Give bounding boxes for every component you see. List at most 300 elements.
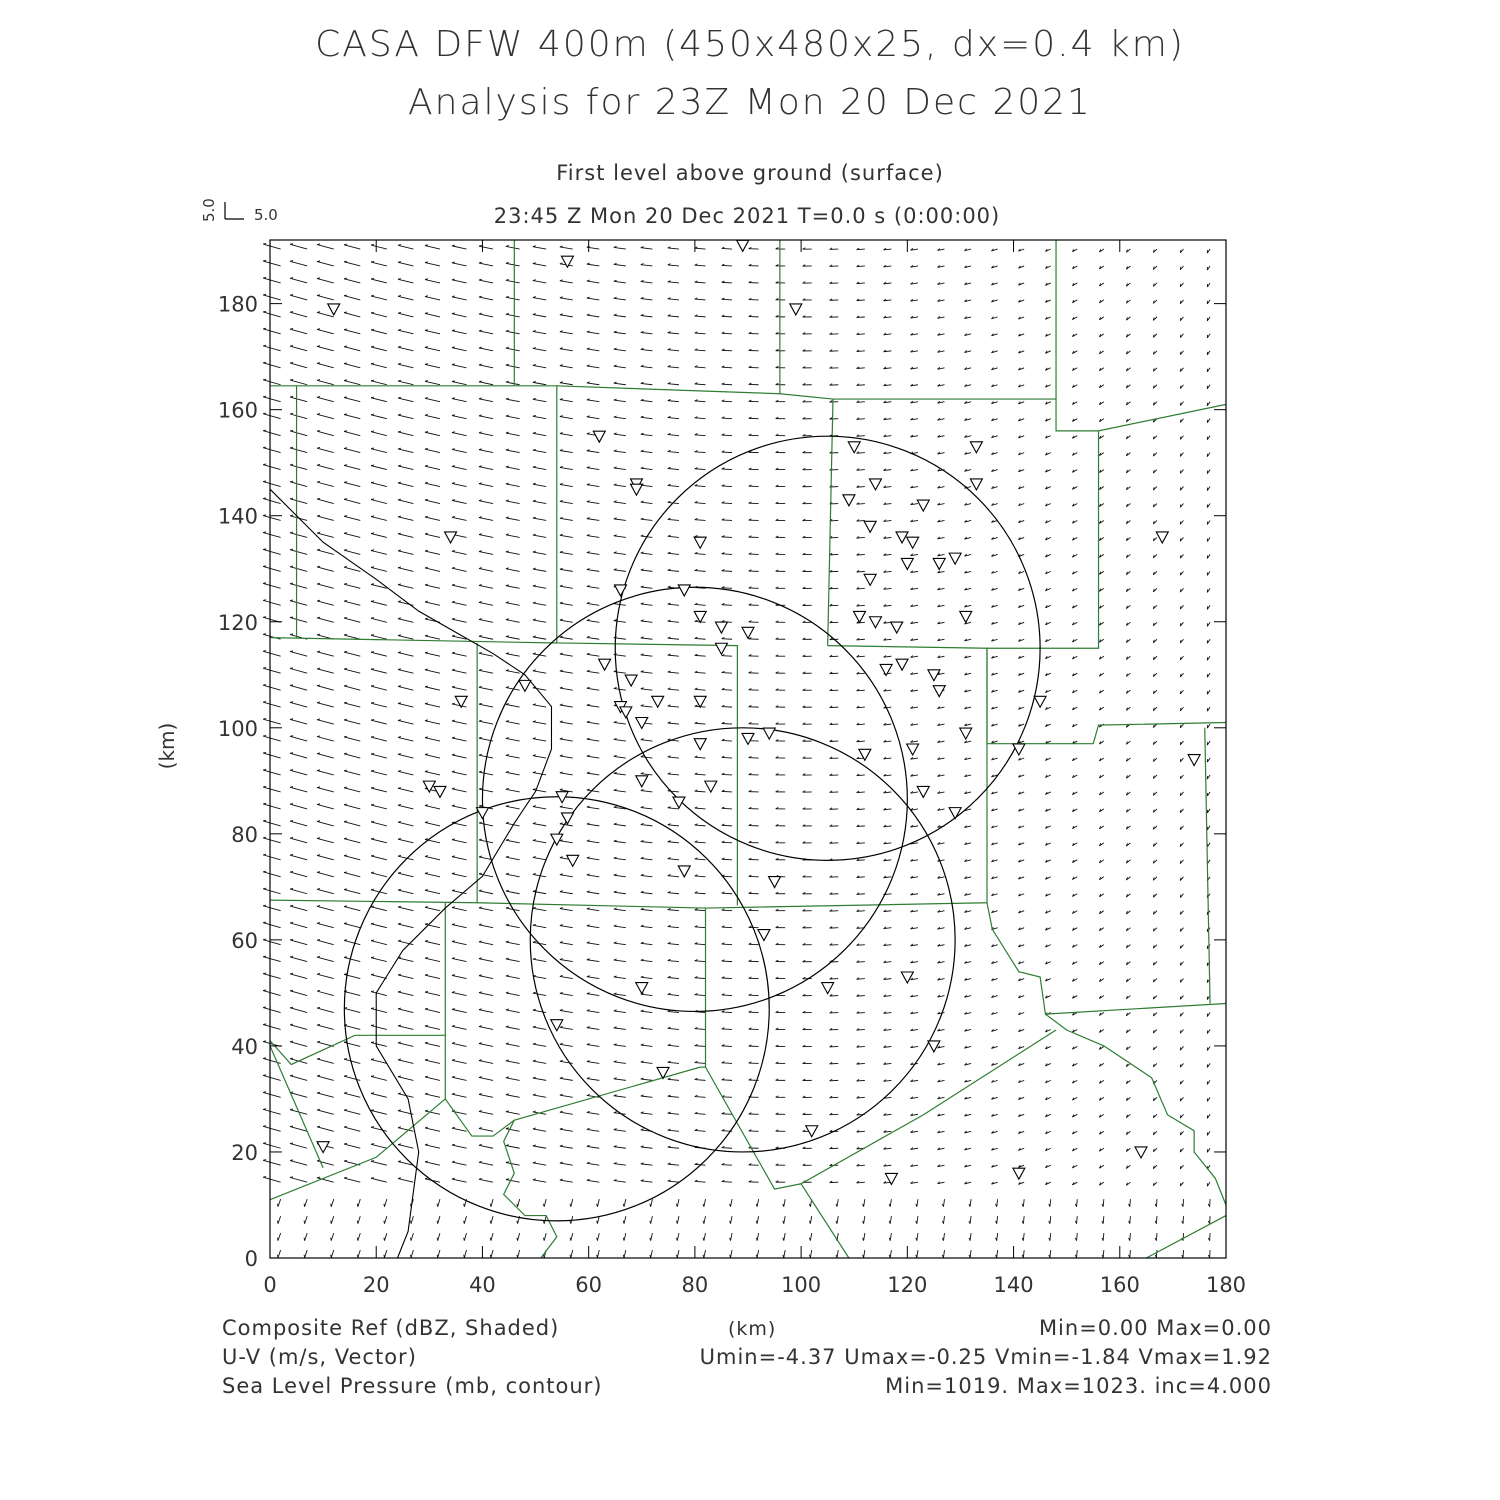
- wind-vector: [263, 482, 280, 487]
- wind-vector-head: [371, 601, 374, 602]
- wind-vector: [479, 942, 493, 945]
- wind-vector: [668, 672, 679, 673]
- wind-vector: [263, 312, 280, 317]
- wind-vector: [263, 804, 280, 809]
- wind-vector: [344, 805, 360, 809]
- wind-vector-head: [344, 261, 347, 262]
- wind-vector-head: [587, 840, 590, 841]
- wind-vector-head: [290, 990, 293, 991]
- station-markers: [317, 240, 1200, 1184]
- wind-vector: [641, 706, 653, 707]
- wind-vector: [263, 499, 280, 504]
- wind-vector: [722, 910, 732, 911]
- wind-vector: [425, 568, 440, 571]
- wind-vector: [452, 789, 467, 792]
- wind-vector-head: [317, 719, 320, 720]
- wind-vector-head: [317, 498, 320, 499]
- wind-vector: [641, 1164, 653, 1165]
- station-marker: [822, 983, 834, 994]
- wind-vector: [452, 721, 467, 724]
- wind-vector-head: [425, 805, 428, 806]
- wind-vector-head: [730, 1255, 731, 1258]
- wind-vector: [425, 1094, 440, 1097]
- wind-vector: [614, 1045, 626, 1047]
- wind-vector-head: [506, 839, 509, 840]
- wind-vector-head: [543, 1221, 544, 1224]
- wind-vector-head: [357, 1238, 358, 1241]
- wind-vector-head: [371, 363, 374, 364]
- wind-vector: [479, 704, 493, 707]
- wind-vector-head: [479, 262, 482, 263]
- wind-vector-head: [479, 449, 482, 450]
- wind-vector: [668, 638, 679, 639]
- wind-vector-head: [371, 991, 374, 992]
- wind-vector: [917, 1233, 918, 1241]
- wind-vector-head: [479, 585, 482, 586]
- wind-vector-head: [425, 1178, 428, 1179]
- wind-vector: [864, 1250, 865, 1258]
- wind-vector-head: [506, 432, 509, 433]
- wind-vector: [668, 1062, 679, 1063]
- wind-vector-head: [1180, 589, 1181, 592]
- wind-vector-head: [533, 364, 536, 365]
- wind-vector-head: [331, 1221, 332, 1224]
- wind-vector: [263, 1092, 280, 1097]
- wind-vector: [506, 331, 520, 334]
- wind-vector: [533, 807, 546, 809]
- wind-vector-head: [570, 1204, 571, 1207]
- wind-vector: [668, 944, 679, 945]
- wind-vector: [587, 603, 599, 605]
- wind-vector-head: [614, 789, 617, 790]
- wind-vector: [587, 1079, 599, 1081]
- wind-vector: [614, 621, 626, 623]
- wind-vector: [641, 1062, 653, 1063]
- wind-vector-head: [452, 771, 455, 772]
- wind-vector-head: [371, 618, 374, 619]
- wind-vector: [290, 346, 307, 351]
- wind-vector: [278, 1199, 281, 1207]
- wind-vector-head: [1180, 793, 1181, 796]
- x-tick-label: 40: [469, 1273, 496, 1297]
- wind-vector: [317, 448, 334, 452]
- wind-vector: [641, 485, 653, 486]
- wind-vector: [398, 992, 413, 996]
- wind-vector-head: [676, 1204, 677, 1207]
- wind-vector: [695, 604, 706, 605]
- wind-vector: [668, 570, 679, 571]
- wind-vector: [695, 452, 706, 453]
- wind-vector: [290, 872, 307, 877]
- wind-vector-head: [587, 806, 590, 807]
- wind-vector-head: [317, 346, 320, 347]
- wind-vector: [668, 418, 679, 419]
- wind-vector-head: [425, 533, 428, 534]
- wind-vector: [695, 961, 706, 962]
- wind-vector: [533, 298, 546, 300]
- wind-vector: [560, 349, 573, 351]
- wind-vector: [641, 349, 653, 350]
- wind-vector: [344, 924, 360, 928]
- wind-vector-head: [533, 517, 536, 518]
- wind-vector: [641, 1011, 653, 1012]
- wind-vector-head: [344, 295, 347, 296]
- wind-vector-head: [506, 466, 509, 467]
- station-marker: [455, 696, 467, 707]
- wind-vector: [491, 1233, 493, 1241]
- wind-vector: [641, 383, 653, 384]
- wind-vector-head: [1180, 335, 1181, 338]
- wind-vector-head: [263, 1007, 266, 1008]
- wind-vector-head: [290, 804, 293, 805]
- wind-vector: [331, 1233, 333, 1241]
- wind-vector: [290, 261, 307, 266]
- wind-vector: [784, 1216, 785, 1224]
- wind-vector-head: [614, 433, 617, 434]
- wind-vector-head: [344, 363, 347, 364]
- wind-vector: [533, 1027, 546, 1029]
- wind-vector-head: [533, 721, 536, 722]
- wind-vector: [344, 262, 360, 266]
- wind-vector: [398, 262, 413, 266]
- wind-vector: [506, 450, 520, 453]
- wind-vector-head: [398, 940, 401, 941]
- wind-vector-head: [425, 414, 428, 415]
- wind-vector: [506, 840, 520, 843]
- wind-vector: [452, 840, 467, 843]
- wind-vector: [695, 1080, 706, 1081]
- wind-vector-head: [317, 1092, 320, 1093]
- wind-vector-head: [623, 1255, 624, 1258]
- wind-vector: [695, 316, 706, 317]
- wind-vector: [722, 1046, 732, 1047]
- wind-vector: [560, 756, 573, 758]
- wind-vector-head: [479, 364, 482, 365]
- wind-vector-head: [1180, 640, 1181, 643]
- wind-vector: [398, 1043, 413, 1047]
- wind-vector-head: [317, 753, 320, 754]
- wind-vector-head: [479, 856, 482, 857]
- wind-vector: [722, 418, 732, 419]
- wind-vector-head: [398, 635, 401, 636]
- wind-vector-head: [506, 1009, 509, 1010]
- x-tick-label: 140: [993, 1273, 1034, 1297]
- wind-vector-head: [506, 805, 509, 806]
- station-marker: [445, 532, 457, 543]
- wind-vector-head: [452, 262, 455, 263]
- wind-vector: [263, 651, 280, 656]
- wind-vector: [290, 804, 307, 809]
- wind-vector: [614, 502, 626, 504]
- wind-vector: [263, 397, 280, 402]
- wind-vector-head: [1180, 352, 1181, 355]
- wind-vector: [587, 1011, 599, 1013]
- wind-vector: [544, 1233, 546, 1241]
- wind-vector: [344, 890, 360, 894]
- wind-vector: [371, 262, 387, 266]
- wind-vector: [479, 653, 493, 656]
- wind-vector: [263, 770, 280, 775]
- wind-vector: [317, 329, 334, 333]
- wind-vector-head: [290, 430, 293, 431]
- wind-vector-head: [371, 652, 374, 653]
- station-marker: [970, 479, 982, 490]
- wind-vector-head: [452, 415, 455, 416]
- wind-vector: [560, 484, 573, 486]
- wind-vector: [371, 601, 387, 605]
- wind-vector-head: [344, 855, 347, 856]
- wind-vector-head: [587, 908, 590, 909]
- wind-vector: [506, 348, 520, 351]
- wind-vector: [587, 417, 599, 419]
- wind-vector-head: [560, 331, 563, 332]
- wind-vector-head: [614, 416, 617, 417]
- wind-vector-head: [479, 432, 482, 433]
- wind-vector: [263, 821, 280, 826]
- wind-vector-head: [650, 1255, 651, 1258]
- wind-vector-head: [533, 1026, 536, 1027]
- wind-vector: [344, 703, 360, 707]
- wind-vector-head: [344, 1109, 347, 1110]
- wind-vector-head: [398, 1093, 401, 1094]
- wind-vector-head: [304, 1221, 305, 1224]
- wind-vector: [371, 686, 387, 690]
- wind-vector: [506, 738, 520, 741]
- wind-vector-head: [317, 329, 320, 330]
- wind-vector-head: [290, 481, 293, 482]
- wind-vector: [722, 656, 732, 657]
- wind-vector: [587, 349, 599, 351]
- wind-vector: [411, 1250, 413, 1258]
- wind-vector-head: [479, 652, 482, 653]
- wind-vector: [587, 994, 599, 996]
- footer-contour-range: Min=1019. Max=1023. inc=4.000: [885, 1374, 1272, 1398]
- wind-vector-head: [452, 1127, 455, 1128]
- wind-vector: [1050, 1199, 1051, 1207]
- wind-vector: [452, 687, 467, 690]
- wind-vector: [506, 704, 520, 707]
- wind-vector-head: [614, 1146, 617, 1147]
- wind-vector: [641, 604, 653, 605]
- wind-vector-head: [425, 1144, 428, 1145]
- wind-vector-head: [331, 1238, 332, 1241]
- wind-vector-head: [290, 1058, 293, 1059]
- wind-vector-head: [676, 1221, 677, 1224]
- wind-vector-head: [290, 956, 293, 957]
- wind-vector-head: [317, 1041, 320, 1042]
- wind-vector-head: [533, 534, 536, 535]
- wind-vector: [344, 313, 360, 317]
- wind-vector-head: [506, 754, 509, 755]
- wind-vector-head: [398, 855, 401, 856]
- wind-vector: [624, 1233, 626, 1241]
- wind-vector-head: [263, 277, 266, 278]
- wind-vector-head: [317, 397, 320, 398]
- wind-vector-head: [263, 634, 266, 635]
- wind-vector: [344, 465, 360, 469]
- wind-vector: [722, 927, 732, 928]
- wind-vector-head: [263, 1126, 266, 1127]
- wind-vector-head: [425, 669, 428, 670]
- wind-vector: [668, 1164, 679, 1165]
- wind-vector: [560, 247, 573, 249]
- wind-vector-head: [290, 295, 293, 296]
- wind-vector: [452, 263, 467, 266]
- wind-vector: [668, 655, 679, 656]
- wind-vector-head: [533, 1043, 536, 1044]
- wind-vector-head: [317, 414, 320, 415]
- wind-vector: [263, 278, 280, 283]
- wind-vector-head: [344, 516, 347, 517]
- wind-vector: [506, 297, 520, 300]
- wind-vector: [695, 672, 706, 673]
- wind-vector: [317, 1008, 334, 1012]
- wind-vector: [571, 1233, 573, 1241]
- wind-vector-head: [614, 280, 617, 281]
- wind-vector: [344, 347, 360, 351]
- wind-vector: [263, 549, 280, 554]
- wind-vector: [533, 1180, 546, 1182]
- wind-vector: [587, 1180, 599, 1182]
- wind-vector: [317, 465, 334, 469]
- wind-vector: [695, 859, 706, 860]
- wind-vector-head: [942, 1255, 943, 1258]
- wind-vector-head: [452, 737, 455, 738]
- wind-vector: [722, 350, 732, 351]
- footer-shaded-field: Composite Ref (dBZ, Shaded): [222, 1316, 560, 1340]
- station-marker: [1135, 1147, 1147, 1158]
- wind-vector: [533, 739, 546, 741]
- wind-vector: [722, 1097, 732, 1098]
- wind-vector-head: [560, 653, 563, 654]
- wind-vector: [506, 654, 520, 657]
- county-line: [445, 1035, 700, 1136]
- wind-vector: [722, 486, 732, 487]
- wind-vector: [587, 858, 599, 860]
- wind-vector: [614, 264, 626, 266]
- wind-vector-head: [263, 345, 266, 346]
- wind-vector-head: [371, 397, 374, 398]
- wind-vector-head: [560, 1009, 563, 1010]
- wind-vector-head: [425, 991, 428, 992]
- wind-vector-head: [614, 687, 617, 688]
- wind-vector-head: [452, 1161, 455, 1162]
- wind-vector-head: [452, 364, 455, 365]
- wind-vector: [317, 703, 334, 707]
- wind-vector-head: [452, 1076, 455, 1077]
- station-marker: [551, 834, 563, 845]
- wind-vector: [479, 993, 493, 996]
- wind-vector: [506, 1078, 520, 1081]
- wind-vector-head: [560, 450, 563, 451]
- wind-vector-head: [464, 1221, 465, 1224]
- wind-vector: [624, 1216, 626, 1224]
- wind-vector-head: [479, 771, 482, 772]
- county-line: [270, 1046, 323, 1168]
- wind-vector-head: [1180, 1013, 1181, 1016]
- wind-vector: [290, 855, 307, 860]
- wind-vector-head: [344, 329, 347, 330]
- wind-vector: [560, 535, 573, 537]
- wind-vector: [317, 414, 334, 418]
- wind-vector: [668, 621, 679, 622]
- station-marker: [715, 643, 727, 654]
- wind-vector: [317, 279, 334, 283]
- wind-vector-head: [452, 483, 455, 484]
- wind-vector: [452, 619, 467, 622]
- wind-vector: [344, 279, 360, 283]
- wind-vector-head: [479, 534, 482, 535]
- wind-vector-head: [703, 1255, 704, 1258]
- wind-vector-head: [371, 855, 374, 856]
- wind-vector: [344, 296, 360, 300]
- wind-vector: [614, 824, 626, 826]
- wind-vector: [1130, 1216, 1131, 1224]
- wind-vector-head: [317, 566, 320, 567]
- wind-vector: [398, 1145, 413, 1149]
- wind-vector-head: [371, 804, 374, 805]
- wind-vector: [506, 925, 520, 928]
- wind-vector: [290, 601, 307, 606]
- wind-vector: [651, 1250, 653, 1258]
- wind-vector-head: [560, 721, 563, 722]
- title-line-1: CASA DFW 400m (450x480x25, dx=0.4 km): [315, 24, 1185, 65]
- wind-vector: [398, 449, 413, 453]
- wind-vector: [533, 552, 546, 554]
- wind-vector-head: [290, 312, 293, 313]
- station-marker: [561, 813, 573, 824]
- wind-vector: [587, 468, 599, 470]
- wind-vector-head: [290, 736, 293, 737]
- wind-vector-head: [398, 550, 401, 551]
- wind-vector-head: [371, 1008, 374, 1009]
- wind-vector-head: [398, 872, 401, 873]
- wind-vector: [560, 654, 573, 656]
- wind-vector-head: [479, 669, 482, 670]
- wind-vector-head: [452, 398, 455, 399]
- wind-vector-head: [425, 601, 428, 602]
- wind-vector: [695, 774, 706, 775]
- wind-vector: [425, 890, 440, 893]
- wind-vector-head: [344, 583, 347, 584]
- county-line: [477, 903, 987, 908]
- wind-vector: [371, 415, 387, 419]
- wind-vector: [864, 1199, 865, 1207]
- wind-vector-head: [357, 1204, 358, 1207]
- wind-vector-head: [676, 1238, 677, 1241]
- wind-vector-head: [560, 942, 563, 943]
- wind-vector: [587, 570, 599, 572]
- wind-vector: [614, 790, 626, 792]
- wind-vector: [479, 1111, 493, 1114]
- wind-vector-head: [1180, 1098, 1181, 1101]
- wind-vector-head: [371, 1059, 374, 1060]
- wind-vector: [425, 687, 440, 690]
- wind-vector: [970, 1233, 971, 1241]
- wind-vector: [677, 1250, 679, 1258]
- wind-vector-head: [560, 297, 563, 298]
- wind-vector-head: [317, 1109, 320, 1110]
- station-marker: [917, 786, 929, 797]
- wind-vector-head: [371, 1127, 374, 1128]
- station-marker: [636, 776, 648, 787]
- wind-vector-head: [506, 500, 509, 501]
- wind-vector: [317, 431, 334, 435]
- wind-vector: [997, 1233, 998, 1241]
- wind-vector: [560, 824, 573, 826]
- wind-vector: [479, 1162, 493, 1165]
- wind-vector-head: [371, 635, 374, 636]
